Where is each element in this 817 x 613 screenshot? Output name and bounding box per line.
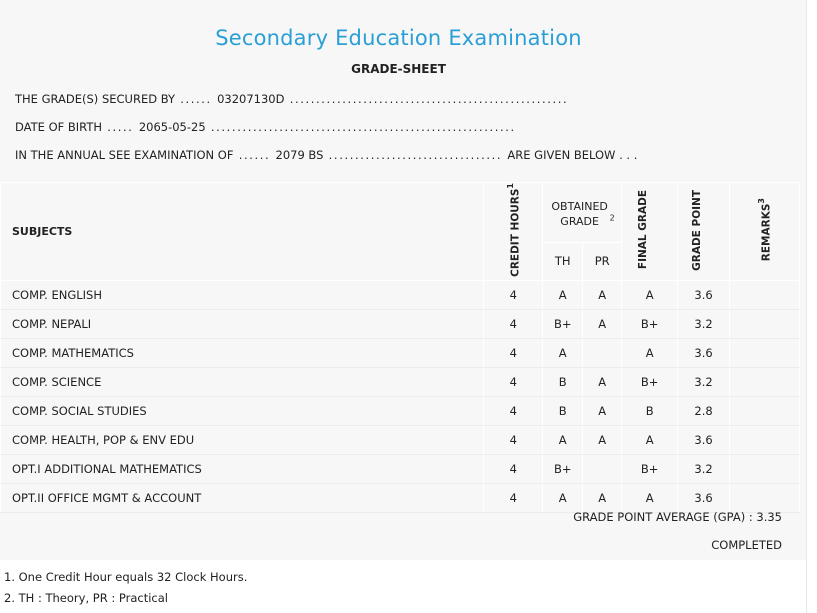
grade-point-label: GRADE POINT xyxy=(690,189,703,271)
th-grade-cell: B+ xyxy=(543,454,583,483)
subject-cell: COMP. NEPALI xyxy=(1,309,484,338)
pr-grade-cell: A xyxy=(583,367,622,396)
grade-point-cell: 3.6 xyxy=(678,425,730,454)
subject-cell: COMP. HEALTH, POP & ENV EDU xyxy=(1,425,484,454)
final-grade-cell: B+ xyxy=(622,367,678,396)
dot-leader: ................................. xyxy=(323,148,508,162)
credit-cell: 4 xyxy=(484,454,543,483)
th-grade-cell: B xyxy=(543,367,583,396)
credit-hours-text: CREDIT HOURS xyxy=(509,188,522,277)
table-row xyxy=(1,309,800,338)
final-grade-label: FINAL GRADE xyxy=(636,190,649,270)
subject-cell: OPT.I ADDITIONAL MATHEMATICS xyxy=(1,454,484,483)
table-row xyxy=(1,280,800,309)
credit-cell: 4 xyxy=(484,280,543,309)
pr-grade-cell: A xyxy=(583,396,622,425)
pr-grade-cell xyxy=(583,454,622,483)
remarks-cell xyxy=(730,454,800,483)
final-grade-cell: A xyxy=(622,280,678,309)
final-grade-cell: A xyxy=(622,425,678,454)
info-secured-by xyxy=(15,92,568,106)
dot-leader: ...... xyxy=(175,92,218,106)
gpa-label: GRADE POINT AVERAGE (GPA) : xyxy=(573,510,753,524)
gpa-summary xyxy=(573,510,782,524)
credit-cell: 4 xyxy=(484,338,543,367)
page-subtitle: GRADE-SHEET xyxy=(351,62,446,76)
grade-point-cell: 3.6 xyxy=(678,280,730,309)
final-grade-cell: A xyxy=(622,338,678,367)
header-grade-point xyxy=(678,183,730,281)
symbol-number: 03207130D xyxy=(217,92,285,106)
credit-cell: 4 xyxy=(484,483,543,512)
th-grade-cell: A xyxy=(543,280,583,309)
table-row xyxy=(1,338,800,367)
dot-leader: ..... xyxy=(102,120,139,134)
obtained-grade-text: OBTAINED GRADE xyxy=(551,200,608,229)
header-pr: PR xyxy=(583,242,622,280)
th-grade-cell: A xyxy=(543,425,583,454)
remarks-cell xyxy=(730,483,800,512)
th-grade-cell: A xyxy=(543,338,583,367)
table-row xyxy=(1,367,800,396)
grade-point-cell: 3.6 xyxy=(678,338,730,367)
pr-grade-cell xyxy=(583,338,622,367)
remarks-text: REMARKS xyxy=(760,203,773,262)
remarks-cell xyxy=(730,367,800,396)
exam-year: 2079 BS xyxy=(275,148,324,162)
exam-suffix: ARE GIVEN BELOW . . . xyxy=(507,148,638,162)
th-grade-cell: B+ xyxy=(543,309,583,338)
dot-leader: .......................................................... xyxy=(205,120,516,134)
header-subjects xyxy=(1,183,484,281)
grades-table xyxy=(0,182,800,513)
gpa-value: 3.35 xyxy=(756,510,782,524)
th-grade-cell: B xyxy=(543,396,583,425)
header-credit-hours xyxy=(484,183,543,281)
header-th: TH xyxy=(543,242,583,280)
footnote-2: 2. TH : Theory, PR : Practical xyxy=(4,591,168,605)
remarks-cell xyxy=(730,309,800,338)
result-status: COMPLETED xyxy=(711,538,782,552)
final-grade-cell: B+ xyxy=(622,309,678,338)
grade-point-cell: 3.2 xyxy=(678,367,730,396)
header-obtained-grade xyxy=(543,183,622,243)
remarks-label xyxy=(756,198,773,261)
dob-value: 2065-05-25 xyxy=(138,120,206,134)
pr-grade-cell: A xyxy=(583,280,622,309)
subject-cell: COMP. MATHEMATICS xyxy=(1,338,484,367)
table-row xyxy=(1,454,800,483)
remarks-cell xyxy=(730,425,800,454)
subject-cell: COMP. SOCIAL STUDIES xyxy=(1,396,484,425)
footnotes xyxy=(0,560,806,613)
grade-point-cell: 3.6 xyxy=(678,483,730,512)
table-row xyxy=(1,483,800,512)
header-final-grade xyxy=(622,183,678,281)
table-row xyxy=(1,396,800,425)
subject-cell: COMP. SCIENCE xyxy=(1,367,484,396)
secured-by-label: THE GRADE(S) SECURED BY xyxy=(15,92,176,106)
remarks-sup: 3 xyxy=(757,198,767,204)
credit-cell: 4 xyxy=(484,425,543,454)
credit-cell: 4 xyxy=(484,367,543,396)
header-subjects-label: SUBJECTS xyxy=(12,224,73,238)
page-title: Secondary Education Examination xyxy=(215,26,582,50)
remarks-cell xyxy=(730,396,800,425)
header-credit-hours-label xyxy=(505,183,522,277)
final-grade-cell: A xyxy=(622,483,678,512)
final-grade-cell: B xyxy=(622,396,678,425)
credit-hours-sup: 1 xyxy=(506,183,515,189)
header-remarks xyxy=(730,183,800,281)
pr-grade-cell: A xyxy=(583,425,622,454)
exam-label: IN THE ANNUAL SEE EXAMINATION OF xyxy=(15,148,234,162)
info-dob xyxy=(15,120,516,134)
dot-leader: ..................................................... xyxy=(284,92,569,106)
grade-point-cell: 3.2 xyxy=(678,309,730,338)
credit-cell: 4 xyxy=(484,396,543,425)
info-exam xyxy=(15,148,637,162)
credit-cell: 4 xyxy=(484,309,543,338)
final-grade-cell: B+ xyxy=(622,454,678,483)
pr-grade-cell: A xyxy=(583,309,622,338)
footnote-1: 1. One Credit Hour equals 32 Clock Hours. xyxy=(4,570,248,584)
th-grade-cell: A xyxy=(543,483,583,512)
dot-leader: ...... xyxy=(233,148,276,162)
subject-cell: COMP. ENGLISH xyxy=(1,280,484,309)
subject-cell: OPT.II OFFICE MGMT & ACCOUNT xyxy=(1,483,484,512)
table-row xyxy=(1,425,800,454)
obtained-grade-sup: 2 xyxy=(609,213,615,223)
remarks-cell xyxy=(730,338,800,367)
grade-point-cell: 2.8 xyxy=(678,396,730,425)
remarks-cell xyxy=(730,280,800,309)
grade-point-cell: 3.2 xyxy=(678,454,730,483)
pr-grade-cell: A xyxy=(583,483,622,512)
dob-label: DATE OF BIRTH xyxy=(15,120,103,134)
